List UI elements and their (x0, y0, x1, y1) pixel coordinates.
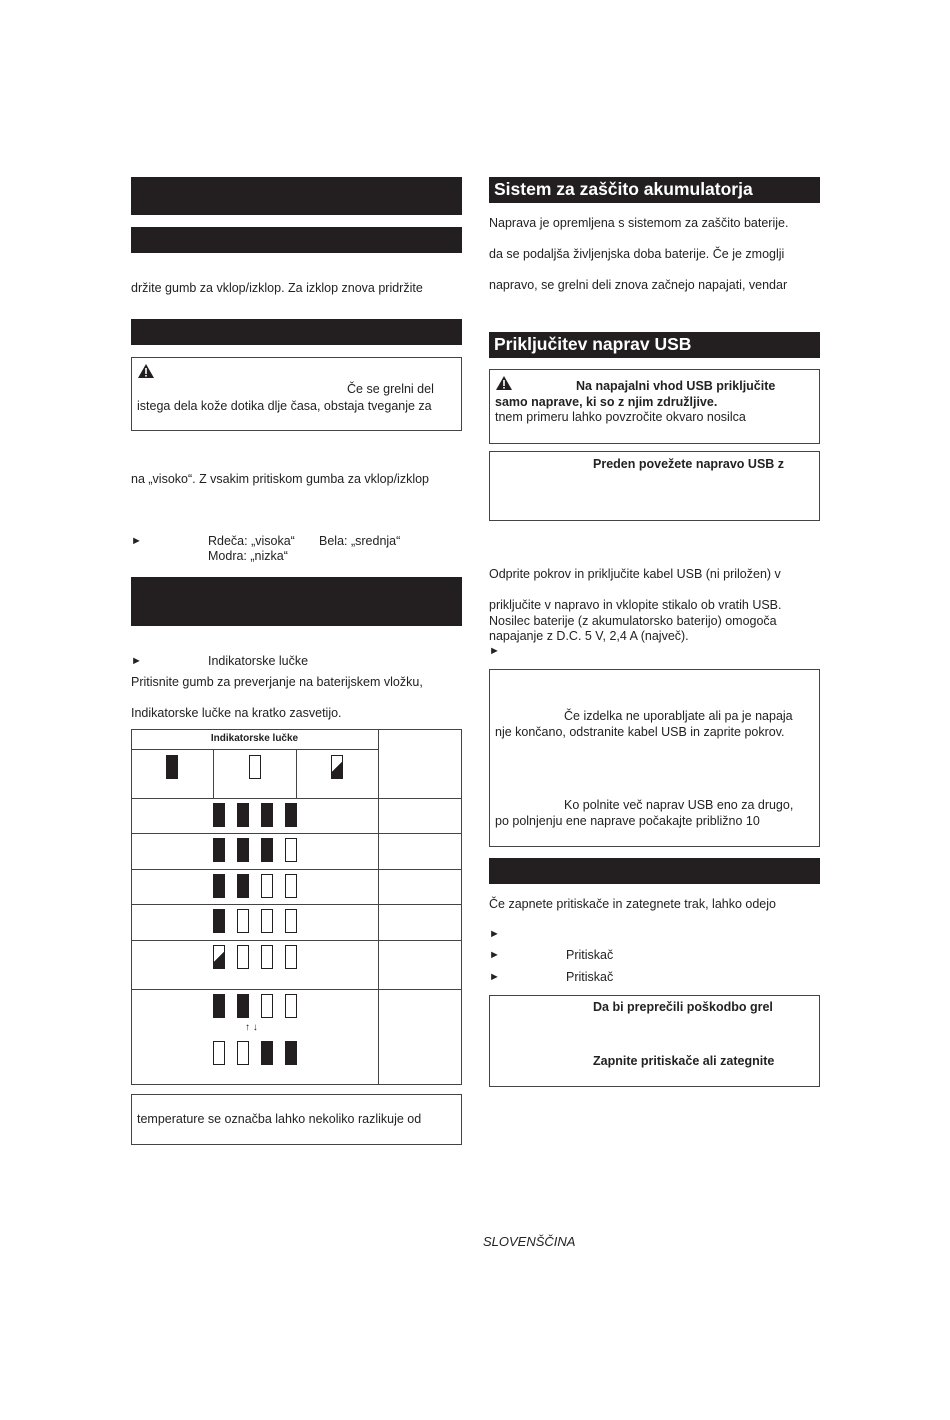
legend-on-lamp (166, 755, 178, 779)
note-usb-1-text: Preden povežete napravo USB z (593, 457, 785, 471)
right-paragraph-6: Nosilec baterije (z akumulatorsko baterijo) omogoča (489, 614, 777, 628)
indicator-lamp (237, 803, 249, 827)
left-paragraph-3: Pritisnite gumb za preverjanje na baterijskem vložku, (131, 675, 423, 689)
indicator-note: Indikatorske lučke (208, 654, 309, 668)
indicator-table-header: Indikatorske lučke (210, 733, 299, 744)
indicator-lamp (213, 945, 225, 969)
indicator-lamp (261, 803, 273, 827)
caution-2-line-3: tnem primeru lahko povzročite okvaro nosilca (495, 410, 746, 424)
arrow-bullet-icon: ► (489, 949, 500, 961)
note-right-3-line-1: Da bi preprečili poškodbo grel (593, 1000, 773, 1014)
left-paragraph-2: na „visoko“. Z vsakim pritiskom gumba za vklop/izklop (131, 472, 430, 486)
indicator-lamp (237, 1041, 249, 1065)
warning-icon (137, 363, 155, 384)
indicator-lamp (285, 994, 297, 1018)
note-usb-2-line-3: Ko polnite več naprav USB eno za drugo, (564, 798, 794, 812)
indicator-lamp (285, 909, 297, 933)
indicator-lamp (285, 803, 297, 827)
indicator-lamp (261, 909, 273, 933)
section-header-bar-3 (131, 319, 462, 345)
press-stud-label-1: Pritiskač (566, 948, 614, 962)
note-box-right-3 (489, 995, 820, 1087)
indicator-lamp (213, 803, 225, 827)
indicator-lamp (213, 1041, 225, 1065)
right-paragraph-3: napravo, se grelni deli znova začnejo napajati, vendar (489, 278, 788, 292)
left-paragraph-4: Indikatorske lučke na kratko zasvetijo. (131, 706, 342, 720)
indicator-lamp (285, 838, 297, 862)
section-header-usb (489, 332, 820, 358)
indicator-lamp (237, 874, 249, 898)
indicator-lamp (213, 838, 225, 862)
note-box-left-text: temperature se označba lahko nekoliko razlikuje od (137, 1112, 422, 1126)
right-paragraph-1: Naprava je opremljena s sistemom za zaščito baterije. (489, 216, 789, 230)
note-usb-2-line-4: po polnjenju ene naprave počakajte približno 10 (495, 814, 760, 828)
indicator-lamp (213, 909, 225, 933)
indicator-lamp (237, 909, 249, 933)
section-header-battery-protection (489, 177, 820, 203)
indicator-lamp (285, 874, 297, 898)
indicator-lamp (213, 874, 225, 898)
indicator-lamp (261, 874, 273, 898)
note-box-usb-1 (489, 451, 820, 521)
indicator-lamp (237, 838, 249, 862)
section-header-bar-1 (131, 177, 462, 215)
legend-off-lamp (249, 755, 261, 779)
right-paragraph-4: Odprite pokrov in priključite kabel USB (ni priložen) v (489, 567, 781, 581)
up-down-arrows: ↑ ↓ (245, 1022, 258, 1033)
right-paragraph-7: napajanje z D.C. 5 V, 2,4 A (največ). (489, 629, 689, 643)
press-stud-label-2: Pritiskač (566, 970, 614, 984)
arrow-bullet-icon: ► (131, 535, 142, 547)
arrow-bullet-icon: ► (489, 645, 500, 657)
note-right-3-line-2: Zapnite pritiskače ali zategnite (593, 1054, 775, 1068)
arrow-bullet-icon: ► (489, 971, 500, 983)
color-red: Rdeča: „visoka“ (208, 534, 295, 548)
caution-box-2 (489, 369, 820, 444)
warning-icon (495, 375, 513, 396)
indicator-lamp (237, 945, 249, 969)
indicator-lamp (261, 945, 273, 969)
usb-section-title: Priključitev naprav USB (494, 334, 692, 354)
color-white: Bela: „srednja“ (319, 534, 401, 548)
caution-box-1 (131, 357, 462, 431)
arrow-bullet-icon: ► (489, 928, 500, 940)
indicator-table (131, 729, 462, 1085)
caution-1-line-2: istega dela kože dotika dlje časa, obstaja tveganje za (137, 399, 432, 413)
indicator-lamp (213, 994, 225, 1018)
battery-protection-title: Sistem za zaščito akumulatorja (494, 179, 753, 199)
caution-2-line-2: samo naprave, ki so z njim združljive. (495, 395, 718, 409)
right-paragraph-5: priključite v napravo in vklopite stikalo ob vratih USB. (489, 598, 782, 612)
section-header-bar-4 (131, 577, 462, 626)
legend-blinking-lamp (331, 755, 343, 779)
note-usb-2-line-1: Če izdelka ne uporabljate ali pa je napaja (564, 709, 793, 723)
indicator-lamp (285, 1041, 297, 1065)
note-box-left (131, 1094, 462, 1145)
caution-1-line-1: Če se grelni del (347, 382, 434, 396)
indicator-lamp (261, 1041, 273, 1065)
indicator-lamp (237, 994, 249, 1018)
right-paragraph-2: da se podaljša življenjska doba baterije. Če je zmoglji (489, 247, 785, 261)
color-blue: Modra: „nizka“ (208, 549, 288, 563)
note-box-usb-2 (489, 669, 820, 847)
indicator-lamp (261, 994, 273, 1018)
page-footer-language: SLOVENŠČINA (483, 1234, 576, 1249)
arrow-bullet-icon: ► (131, 655, 142, 667)
right-paragraph-8: Če zapnete pritiskače in zategnete trak, lahko odejo (489, 897, 776, 911)
section-header-bar-right-3 (489, 858, 820, 884)
note-usb-2-line-2: nje končano, odstranite kabel USB in zaprite pokrov. (495, 725, 785, 739)
section-header-bar-2 (131, 227, 462, 253)
left-paragraph-1: držite gumb za vklop/izklop. Za izklop znova pridržite (131, 281, 423, 295)
indicator-lamp (261, 838, 273, 862)
indicator-lamp (285, 945, 297, 969)
caution-2-line-1: Na napajalni vhod USB priključite (576, 379, 776, 393)
